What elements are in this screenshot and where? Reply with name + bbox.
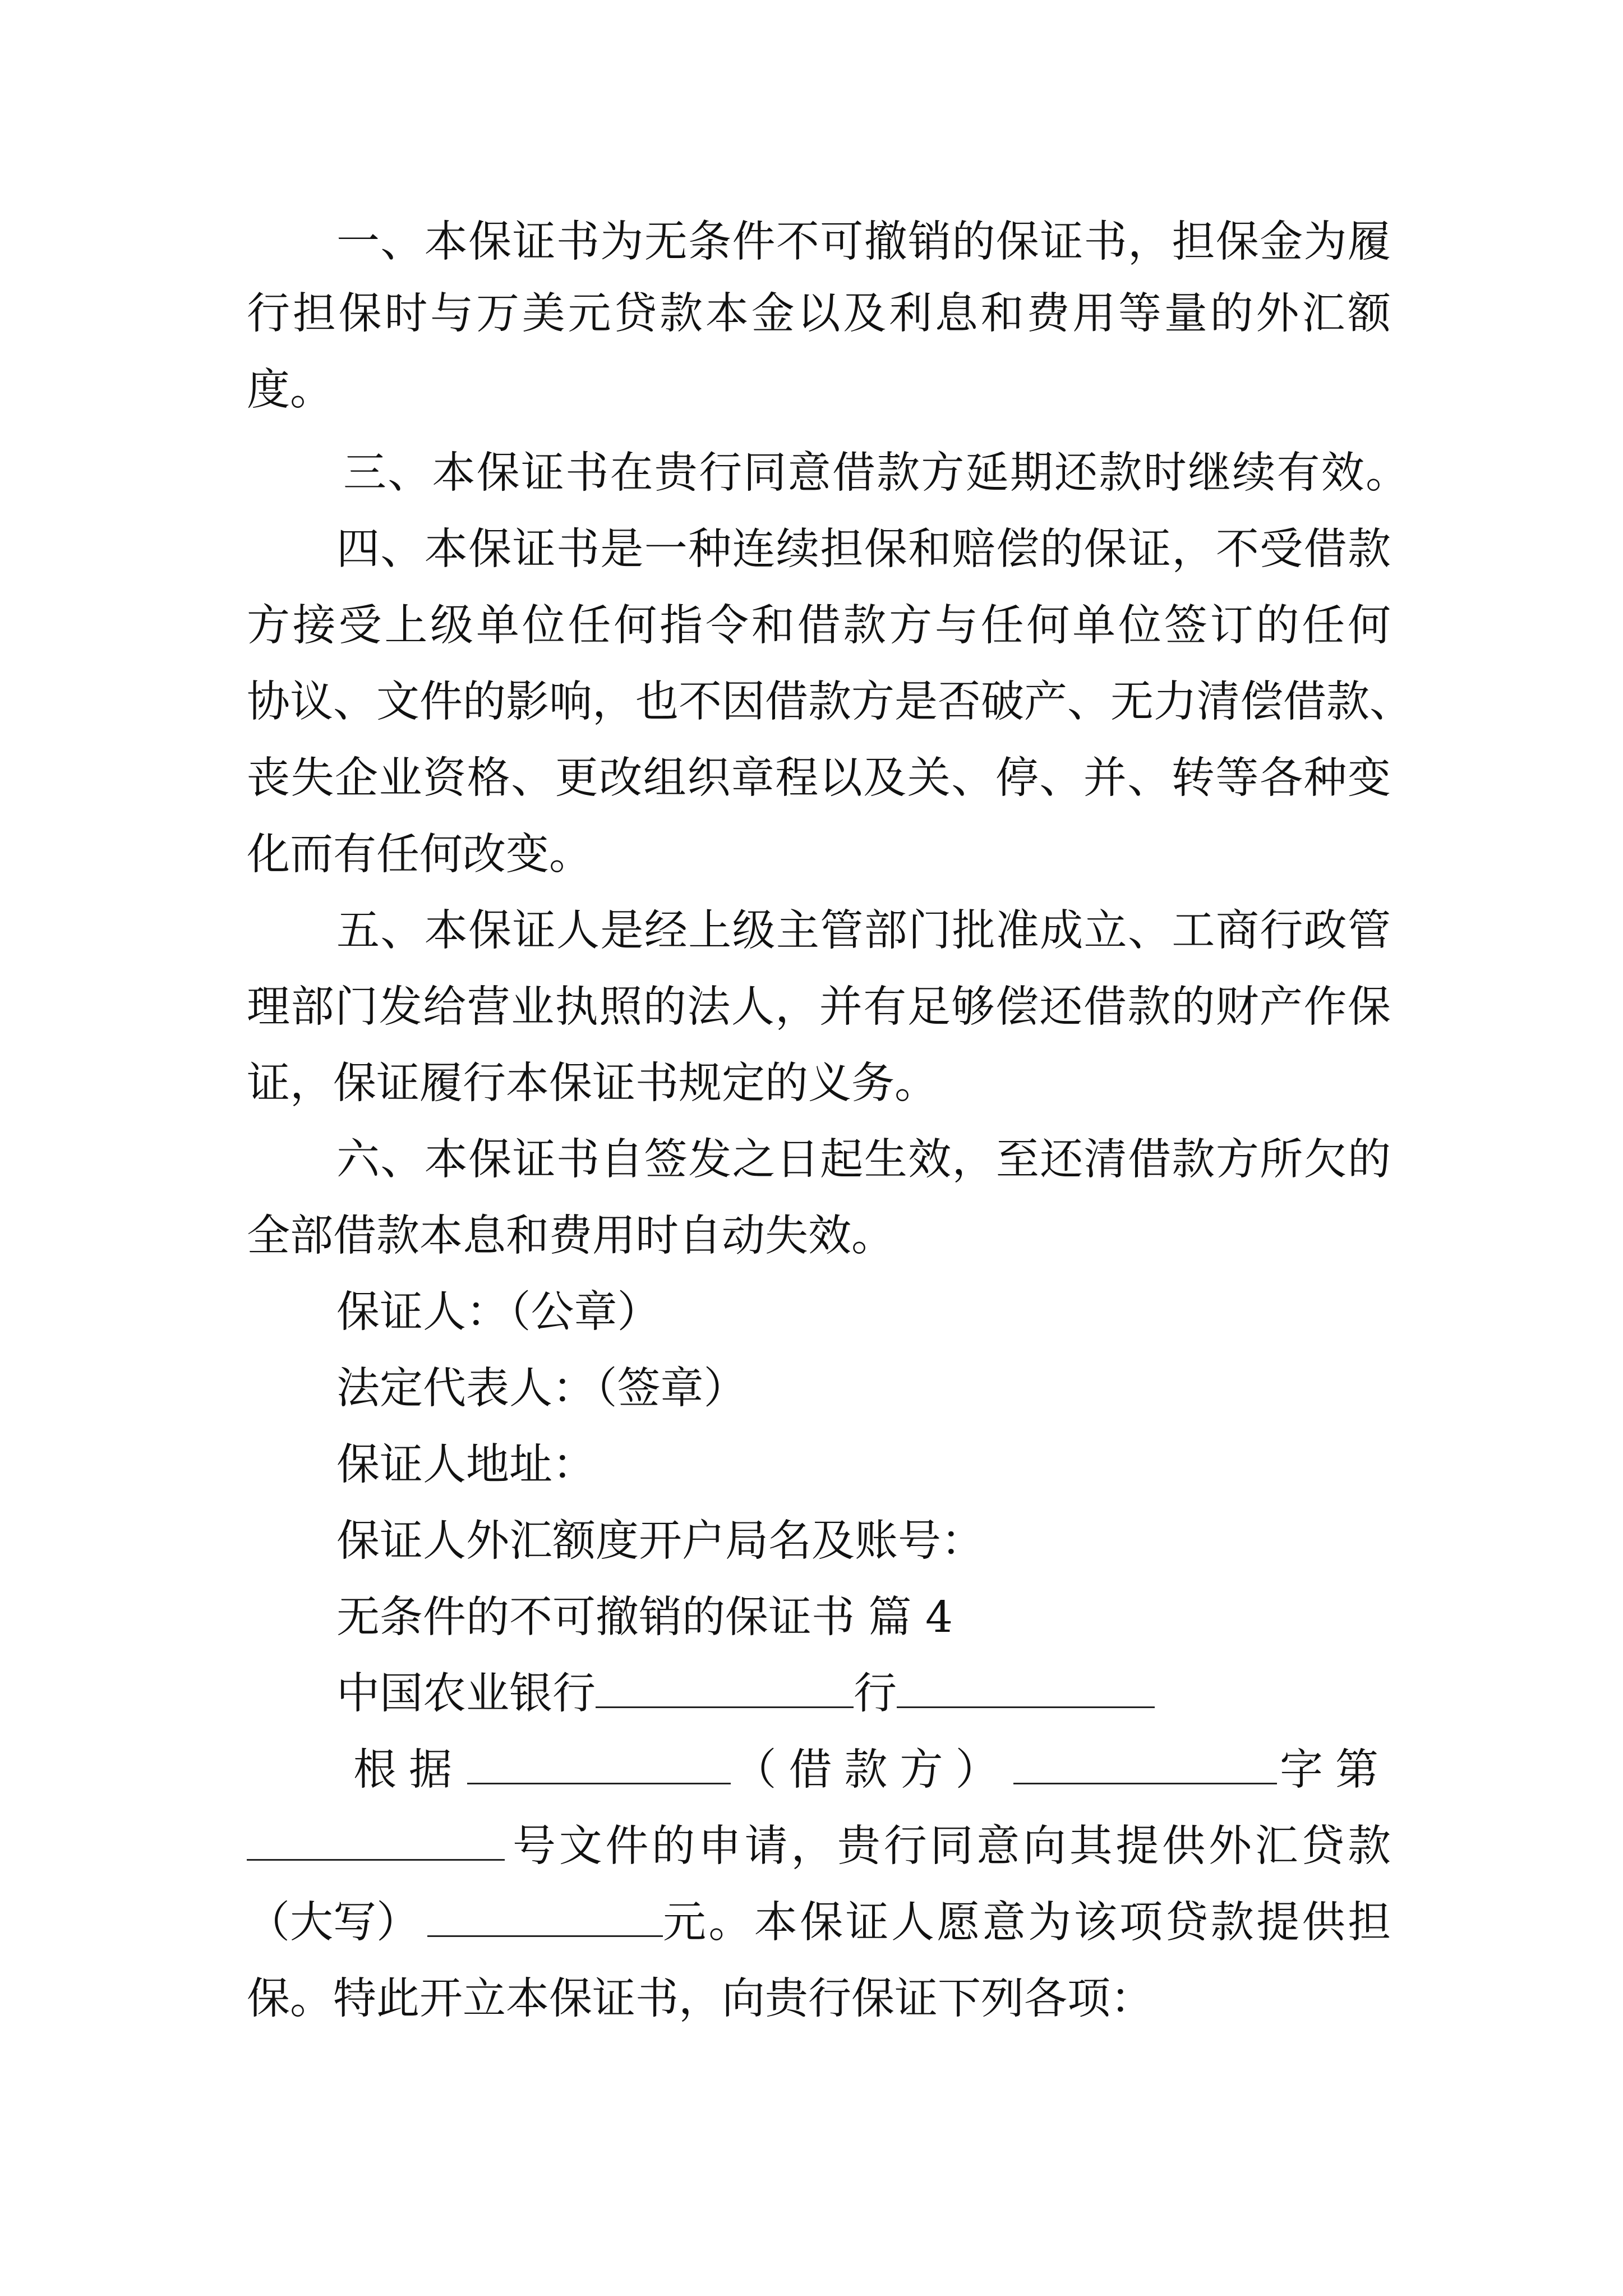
basis-line-1 (353, 1742, 1391, 1798)
basis-text: 元。本保证人愿意为该项贷款提供担 (663, 1898, 1391, 1948)
fill-in-blank (467, 1742, 731, 1784)
guarantor-address-line: 保证人地址： (336, 1440, 596, 1490)
paragraph-line: 化而有任何改变。 (247, 830, 592, 880)
basis-text: 号文件的申请，贵行同意向其提供外汇贷款 (513, 1821, 1391, 1871)
paragraph-line: 四、本保证书是一种连续担保和赔偿的保证，不受借款 (336, 524, 1391, 574)
paragraph-line: 六、本保证书自签发之日起生效，至还清借款方所欠的 (336, 1135, 1391, 1185)
paragraph-line: 证，保证履行本保证书规定的义务。 (247, 1059, 938, 1108)
borrower-label: （借款方） (733, 1745, 1011, 1795)
paragraph-line: 丧失企业资格、更改组织章程以及关、停、并、转等各种变 (247, 753, 1391, 803)
basis-line-4: 保。特此开立本保证书，向贵行保证下列各项： (247, 1974, 1154, 2024)
fill-in-blank (427, 1895, 663, 1937)
fill-in-blank (596, 1666, 854, 1708)
paragraph-line: 度。 (247, 365, 333, 415)
paragraph-line: 一、本保证书为无条件不可撤销的保证书，担保金为履 (336, 217, 1391, 267)
basis-line-3 (247, 1895, 1391, 1951)
basis-text: 根据 (353, 1745, 464, 1795)
fill-in-blank (1013, 1742, 1277, 1784)
paragraph-line: 行担保时与万美元贷款本金以及利息和费用等量的外汇额 (247, 289, 1391, 339)
guarantor-seal-line: 保证人：（公章） (336, 1287, 661, 1337)
fill-in-blank (247, 1819, 505, 1861)
paragraph-line: 五、本保证人是经上级主管部门批准成立、工商行政管 (336, 906, 1391, 956)
basis-text: （大写） (247, 1898, 419, 1948)
bank-line (336, 1666, 1391, 1722)
paragraph-line: 方接受上级单位任何指令和借款方与任何单位签订的任何 (247, 601, 1391, 651)
document-number-label: 字第 (1280, 1745, 1391, 1795)
section-title: 无条件的不可撤销的保证书 篇 4 (336, 1593, 953, 1642)
paragraph-line: 理部门发给营业执照的法人，并有足够偿还借款的财产作保 (247, 982, 1391, 1032)
paragraph-line: 三、本保证书在贵行同意借款方延期还款时继续有效。 (343, 448, 1409, 498)
fill-in-blank (897, 1666, 1155, 1708)
basis-line-2 (247, 1819, 1391, 1875)
legal-representative-line: 法定代表人：（签章） (336, 1364, 747, 1414)
bank-prefix: 中国农业银行 (336, 1669, 596, 1719)
paragraph-line: 协议、文件的影响，也不因借款方是否破产、无力清偿借款、 (247, 677, 1413, 727)
paragraph-line: 全部借款本息和费用时自动失效。 (247, 1211, 895, 1261)
guarantor-account-line: 保证人外汇额度开户局名及账号： (336, 1516, 984, 1566)
bank-branch-label: 行 (854, 1669, 897, 1719)
